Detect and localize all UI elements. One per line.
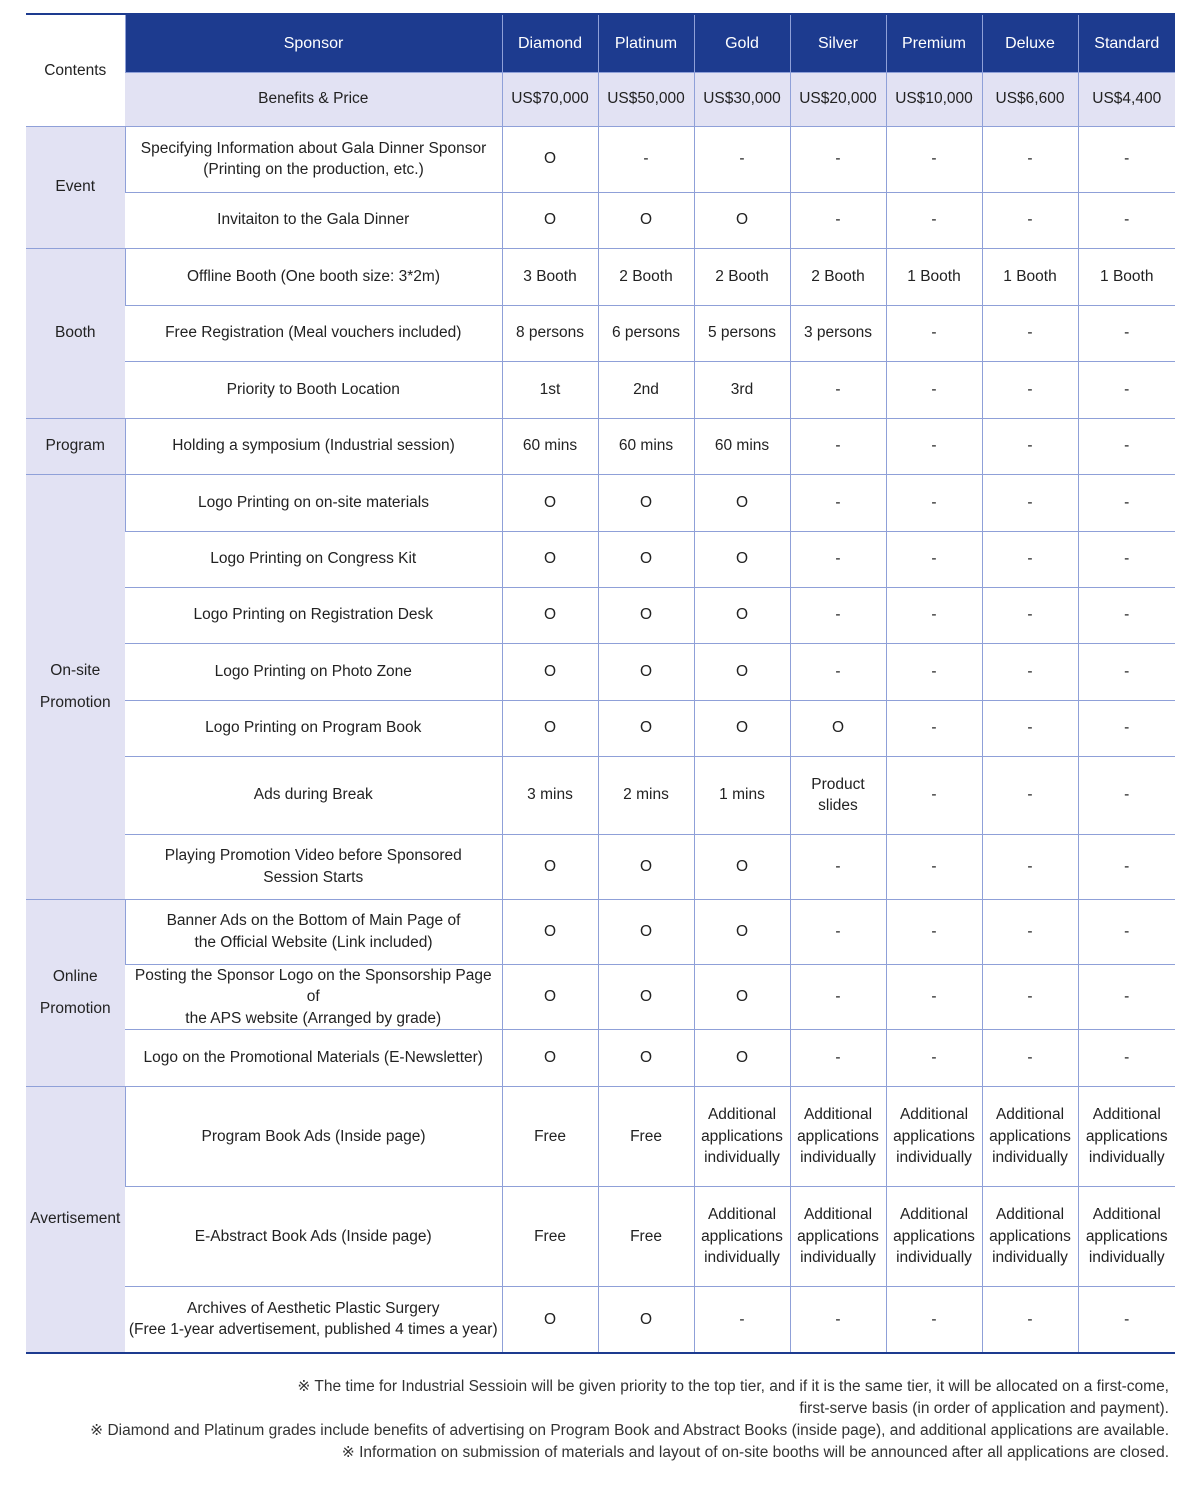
benefit-label: the APS website (Arranged by grade) (185, 1009, 442, 1027)
value-cell: O (502, 192, 598, 248)
category-label: Promotion (39, 693, 111, 711)
value-cell: 60 mins (502, 418, 598, 474)
value-cell: O (502, 126, 598, 192)
table-row (26, 587, 1175, 643)
benefit-cell (125, 834, 502, 899)
value-cell: - (982, 192, 1078, 248)
table-row (26, 899, 1175, 964)
value-cell: Additional applications individually (1078, 1087, 1175, 1187)
category-cell (26, 248, 125, 418)
benefit-cell (125, 531, 502, 587)
value-cell: 3 mins (502, 756, 598, 834)
value-cell: O (502, 700, 598, 756)
value-cell: Additional applications individually (694, 1087, 790, 1187)
tier-header-diamond: Diamond (502, 15, 598, 72)
sponsorship-table-wrapper (26, 13, 1175, 1354)
value-cell: - (1078, 1030, 1175, 1087)
value-cell: 3 Booth (502, 248, 598, 305)
table-row (26, 756, 1175, 834)
value-cell: - (1078, 964, 1175, 1030)
category-cell (26, 474, 125, 899)
value-cell: - (790, 474, 886, 531)
benefit-cell (125, 899, 502, 964)
value-cell: O (598, 899, 694, 964)
value-cell: - (1078, 1287, 1175, 1352)
table-row (26, 418, 1175, 474)
price-premium: US$10,000 (886, 72, 982, 126)
value-cell: O (502, 1287, 598, 1352)
value-cell: - (886, 361, 982, 418)
value-cell: Additional applications individually (982, 1087, 1078, 1187)
value-cell: - (982, 643, 1078, 700)
table-row (26, 700, 1175, 756)
value-cell: - (982, 700, 1078, 756)
value-cell: - (1078, 587, 1175, 643)
value-cell: 1 Booth (886, 248, 982, 305)
value-cell: O (598, 834, 694, 899)
value-cell: Additional applications individually (694, 1187, 790, 1287)
value-cell: - (1078, 834, 1175, 899)
value-cell: O (694, 643, 790, 700)
value-cell: - (982, 531, 1078, 587)
price-deluxe: US$6,600 (982, 72, 1078, 126)
value-cell: 60 mins (694, 418, 790, 474)
benefit-cell (125, 700, 502, 756)
value-cell: O (598, 474, 694, 531)
value-cell: - (886, 192, 982, 248)
value-cell: O (598, 192, 694, 248)
value-cell: 1 mins (694, 756, 790, 834)
category-label: Booth (54, 324, 96, 341)
table-row (26, 192, 1175, 248)
benefit-label: Archives of Aesthetic Plastic Surgery (187, 1299, 440, 1317)
benefit-label: Posting the Sponsor Logo on the Sponsorship Page of (134, 966, 492, 1005)
footnote-line: ※ Diamond and Platinum grades include benefits of advertising on Program Book and Abstract Books (inside page), and additional applications are available. (90, 1422, 1169, 1439)
value-cell: - (982, 756, 1078, 834)
value-cell: - (1078, 474, 1175, 531)
benefit-cell (125, 964, 502, 1030)
value-cell: 8 persons (502, 305, 598, 361)
value-cell: - (694, 1287, 790, 1352)
value-cell: - (790, 361, 886, 418)
value-cell: - (790, 899, 886, 964)
header-row (26, 15, 1175, 72)
price-silver: US$20,000 (790, 72, 886, 126)
benefit-cell (125, 1087, 502, 1187)
category-cell (26, 418, 125, 474)
value-cell: - (790, 531, 886, 587)
table-row (26, 1030, 1175, 1087)
category-label: On-site (50, 661, 101, 679)
value-cell: 6 persons (598, 305, 694, 361)
benefit-cell (125, 756, 502, 834)
value-cell: - (886, 834, 982, 899)
benefit-label: Logo Printing on Program Book (205, 719, 422, 737)
category-cell (26, 1087, 125, 1352)
tier-header-premium: Premium (886, 15, 982, 72)
value-cell: O (694, 192, 790, 248)
table-row (26, 1287, 1175, 1352)
value-cell: - (982, 964, 1078, 1030)
value-cell: Free (502, 1187, 598, 1287)
benefit-cell (125, 1187, 502, 1287)
value-cell: - (1078, 756, 1175, 834)
table-row (26, 305, 1175, 361)
tier-header-deluxe: Deluxe (982, 15, 1078, 72)
benefit-label: Session Starts (263, 868, 364, 886)
value-cell: - (982, 418, 1078, 474)
value-cell: - (982, 587, 1078, 643)
value-cell: O (598, 643, 694, 700)
benefit-label: Free Registration (Meal vouchers included) (165, 324, 462, 342)
value-cell: 1st (502, 361, 598, 418)
value-cell: - (886, 126, 982, 192)
value-cell: Additional applications individually (790, 1087, 886, 1187)
value-cell: - (886, 643, 982, 700)
benefit-label: (Printing on the production, etc.) (203, 161, 424, 178)
value-cell: Free (502, 1087, 598, 1187)
value-cell: - (982, 899, 1078, 964)
value-cell: O (502, 1030, 598, 1087)
table-row (26, 248, 1175, 305)
tier-header-silver: Silver (790, 15, 886, 72)
value-cell: - (790, 1287, 886, 1352)
category-label: Event (55, 178, 96, 195)
value-cell: O (598, 587, 694, 643)
value-cell: Additional applications individually (790, 1187, 886, 1287)
footnote-line: ※ Information on submission of materials and layout of on-site booths will be announced after all applications are closed. (341, 1444, 1169, 1461)
value-cell: - (886, 305, 982, 361)
value-cell: 1 Booth (1078, 248, 1175, 305)
table-row (26, 531, 1175, 587)
benefit-label: Logo on the Promotional Materials (E-Newsletter) (143, 1049, 483, 1067)
value-cell: - (886, 418, 982, 474)
benefit-label: Logo Printing on Congress Kit (210, 550, 417, 568)
table-row (26, 126, 1175, 192)
value-cell: O (598, 1287, 694, 1352)
category-cell (26, 126, 125, 248)
value-cell: - (886, 899, 982, 964)
benefit-label: (Free 1-year advertisement, published 4 times a year) (128, 1321, 498, 1339)
footnote-line: ※ The time for Industrial Sessioin will be given priority to the top tier, and if it is the same tier, it will be allocated on a first-come, (297, 1378, 1169, 1395)
value-cell: - (1078, 305, 1175, 361)
table-row (26, 1087, 1175, 1187)
benefit-cell (125, 126, 502, 192)
value-cell: - (1078, 700, 1175, 756)
sponsorship-table (26, 15, 1175, 1352)
value-cell: O (694, 834, 790, 899)
benefit-label: Banner Ads on the Bottom of Main Page of (166, 912, 461, 929)
value-cell: O (502, 587, 598, 643)
value-cell: - (598, 126, 694, 192)
value-cell: O (694, 531, 790, 587)
benefit-label: Logo Printing on Photo Zone (214, 662, 412, 680)
benefit-label: Playing Promotion Video before Sponsored (164, 847, 462, 864)
value-cell: - (886, 531, 982, 587)
value-cell: - (790, 964, 886, 1030)
value-cell: Product slides (790, 756, 886, 834)
value-cell: O (694, 474, 790, 531)
value-cell: - (790, 418, 886, 474)
value-cell: - (886, 700, 982, 756)
benefit-cell (125, 587, 502, 643)
value-cell: 60 mins (598, 418, 694, 474)
table-row (26, 361, 1175, 418)
price-diamond: US$70,000 (502, 72, 598, 126)
table-row (26, 964, 1175, 1030)
benefit-cell (125, 192, 502, 248)
value-cell: Additional applications individually (886, 1187, 982, 1287)
value-cell: 2 Booth (790, 248, 886, 305)
value-cell: - (1078, 418, 1175, 474)
value-cell: - (982, 834, 1078, 899)
value-cell: - (790, 126, 886, 192)
value-cell: - (982, 305, 1078, 361)
category-cell (26, 899, 125, 1087)
benefit-cell (125, 474, 502, 531)
table-row (26, 1187, 1175, 1287)
value-cell: O (502, 474, 598, 531)
value-cell: Additional applications individually (982, 1187, 1078, 1287)
contents-header: Contents (26, 15, 125, 126)
value-cell: - (790, 643, 886, 700)
benefit-label: Invitaiton to the Gala Dinner (217, 211, 410, 229)
footnote-line: first-serve basis (in order of application and payment). (799, 1400, 1169, 1417)
value-cell: - (982, 1287, 1078, 1352)
value-cell: O (502, 834, 598, 899)
benefit-label: E-Abstract Book Ads (Inside page) (194, 1227, 432, 1245)
value-cell: - (790, 192, 886, 248)
value-cell: O (790, 700, 886, 756)
value-cell: - (982, 126, 1078, 192)
table-row (26, 474, 1175, 531)
benefit-cell (125, 1287, 502, 1352)
benefit-cell (125, 305, 502, 361)
value-cell: - (790, 1030, 886, 1087)
value-cell: Additional applications individually (886, 1087, 982, 1187)
value-cell: O (694, 964, 790, 1030)
value-cell: O (694, 587, 790, 643)
value-cell: O (598, 531, 694, 587)
value-cell: - (1078, 899, 1175, 964)
value-cell: O (502, 964, 598, 1030)
category-label: Promotion (39, 999, 111, 1017)
benefit-cell (125, 418, 502, 474)
value-cell: O (502, 899, 598, 964)
sponsor-header: Sponsor (125, 15, 502, 72)
value-cell: - (982, 1030, 1078, 1087)
category-label: Online (52, 967, 98, 985)
footnotes (26, 1376, 1169, 1464)
value-cell: O (694, 899, 790, 964)
value-cell: 2 Booth (598, 248, 694, 305)
value-cell: - (1078, 643, 1175, 700)
benefit-label: Logo Printing on on-site materials (198, 493, 429, 511)
value-cell: - (886, 587, 982, 643)
benefit-label: Priority to Booth Location (226, 380, 400, 398)
value-cell: O (598, 1030, 694, 1087)
value-cell: Additional applications individually (1078, 1187, 1175, 1287)
tier-header-gold: Gold (694, 15, 790, 72)
value-cell: Free (598, 1187, 694, 1287)
value-cell: - (694, 126, 790, 192)
category-label: Program (45, 437, 105, 454)
category-label: Avertisement (30, 1210, 121, 1228)
value-cell: Free (598, 1087, 694, 1187)
value-cell: - (790, 587, 886, 643)
benefit-cell (125, 248, 502, 305)
value-cell: - (886, 474, 982, 531)
value-cell: 1 Booth (982, 248, 1078, 305)
benefit-label: Program Book Ads (Inside page) (201, 1127, 426, 1145)
value-cell: - (1078, 126, 1175, 192)
value-cell: 3rd (694, 361, 790, 418)
value-cell: - (886, 1287, 982, 1352)
price-gold: US$30,000 (694, 72, 790, 126)
value-cell: - (886, 756, 982, 834)
value-cell: - (1078, 361, 1175, 418)
value-cell: 3 persons (790, 305, 886, 361)
benefit-label: Holding a symposium (Industrial session) (172, 437, 455, 455)
value-cell: 2 mins (598, 756, 694, 834)
value-cell: - (982, 474, 1078, 531)
value-cell: 2 Booth (694, 248, 790, 305)
table-row (26, 643, 1175, 700)
benefit-cell (125, 361, 502, 418)
value-cell: - (1078, 192, 1175, 248)
benefit-label: Logo Printing on Registration Desk (193, 606, 434, 624)
value-cell: O (502, 531, 598, 587)
value-cell: 2nd (598, 361, 694, 418)
benefit-label: Ads during Break (253, 786, 373, 804)
benefit-label: Specifying Information about Gala Dinner Sponsor (140, 139, 487, 157)
value-cell: - (886, 1030, 982, 1087)
value-cell: - (1078, 531, 1175, 587)
tier-header-standard: Standard (1078, 15, 1175, 72)
value-cell: O (598, 700, 694, 756)
table-row (26, 834, 1175, 899)
value-cell: O (694, 700, 790, 756)
value-cell: 5 persons (694, 305, 790, 361)
value-cell: O (502, 643, 598, 700)
table-body (26, 15, 1175, 1352)
benefit-label: the Official Website (Link included) (194, 933, 433, 951)
benefit-cell (125, 1030, 502, 1087)
value-cell: - (982, 361, 1078, 418)
price-platinum: US$50,000 (598, 72, 694, 126)
benefit-label: Offline Booth (One booth size: 3*2m) (186, 267, 441, 285)
value-cell: O (694, 1030, 790, 1087)
price-row (26, 72, 1175, 126)
benefits-price-label: Benefits & Price (125, 72, 502, 126)
value-cell: O (598, 964, 694, 1030)
value-cell: - (790, 834, 886, 899)
benefit-cell (125, 643, 502, 700)
price-standard: US$4,400 (1078, 72, 1175, 126)
tier-header-platinum: Platinum (598, 15, 694, 72)
value-cell: - (886, 964, 982, 1030)
